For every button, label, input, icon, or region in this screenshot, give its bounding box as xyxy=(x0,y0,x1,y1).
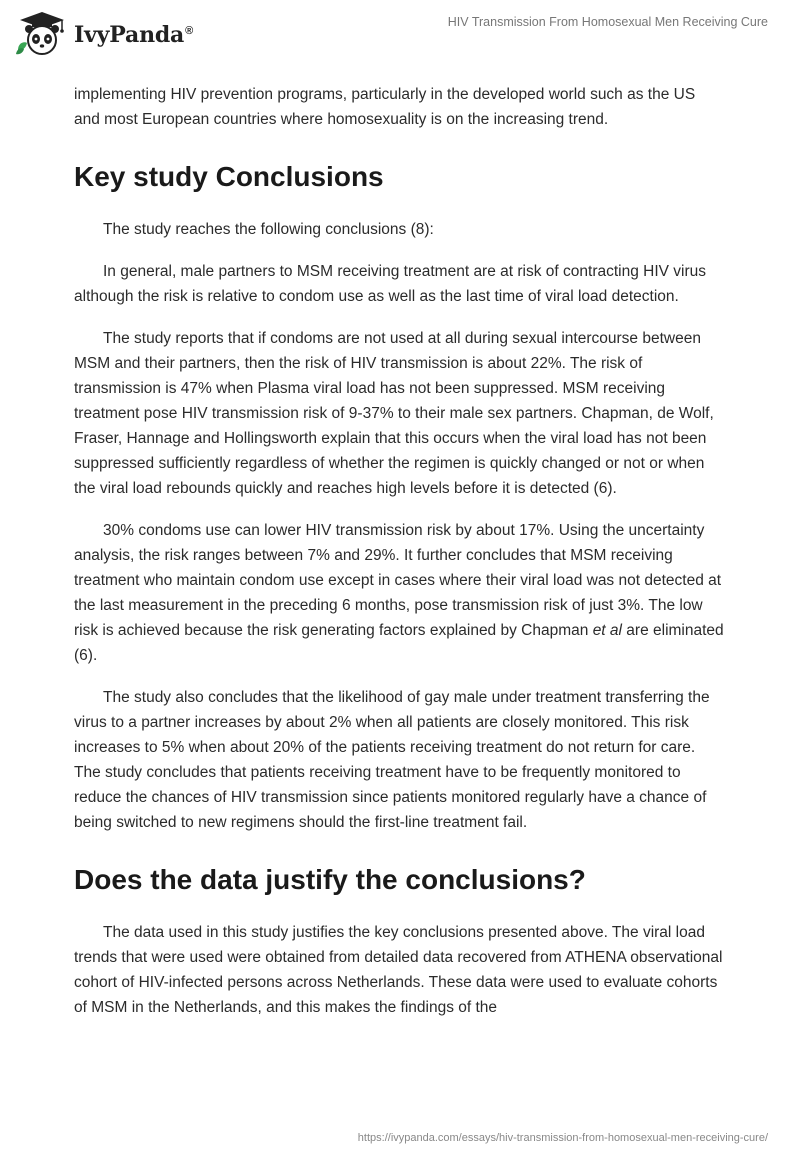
paragraph: The study reaches the following conclusions (8): xyxy=(103,221,434,238)
heading-key-study-conclusions: Key study Conclusions xyxy=(74,161,384,192)
paragraph: The data used in this study justifies the key conclusions presented above. The viral load trends that were used were obtained from detailed data recovered from ATHENA observational cohort of HIV-infected persons across Netherlands. These data were used to evaluate cohorts of MSM in the Netherlands, and this makes the findings of the xyxy=(74,924,723,1016)
paragraph: The study also concludes that the likelihood of gay male under treatment transferring the virus to a partner increases by about 2% when all patients are closely monitored. This risk increases to 5% when about 20% of the patients receiving treatment do not return for care. The study concludes that patients receiving treatment have to be frequently monitored to reduce the chances of HIV transmission since patients monitored regularly have a chance of being switched to new regimens should the first-line treatment fail. xyxy=(74,689,710,831)
paragraph: In general, male partners to MSM receiving treatment are at risk of contracting HIV virus although the risk is relative to condom use as well as the last time of viral load detection. xyxy=(74,263,707,305)
source-url-link[interactable]: https://ivypanda.com/essays/hiv-transmission-from-homosexual-men-receiving-cure/ xyxy=(357,1132,768,1144)
document-title: HIV Transmission From Homosexual Men Receiving Cure xyxy=(447,15,768,29)
paragraph-continued: implementing HIV prevention programs, particularly in the developed world such as the US and most European countries where homosexuality is on the increasing trend. xyxy=(74,86,696,128)
brand-logo[interactable] xyxy=(14,10,193,56)
heading-data-justify-conclusions: Does the data justify the conclusions? xyxy=(74,864,586,895)
page-header xyxy=(0,0,800,70)
paragraph: The study reports that if condoms are not used at all during sexual intercourse between MSM and their partners, then the risk of HIV transmission is about 22%. The risk of transmission is 47% when Plasma viral load has not been suppressed. MSM receiving treatment pose HIV transmission risk of 9-37% to their male sex partners. Chapman, de Wolf, Fraser, Hannage and Hollingsworth explain that this occurs when the viral load has not been suppressed sufficiently regardless of whether the regimen is quickly changed or not or when the viral load rebounds quickly and reaches high levels before it is detected (6). xyxy=(74,330,714,497)
panda-logo-icon xyxy=(14,10,70,56)
essay-content xyxy=(74,82,724,1037)
paragraph: 30% condoms use can lower HIV transmission risk by about 17%. Using the uncertainty analysis, the risk ranges between 7% and 29%. It further concludes that MSM receiving treatment who maintain condom use except in cases where their viral load was not detected at the last measurement in the preceding 6 months, pose transmission risk of just 3%. The low risk is achieved because the risk generating factors explained by Chapman et al are eliminated (6). xyxy=(74,522,724,664)
emphasis-et-al: et al xyxy=(592,622,622,639)
brand-name: IvyPanda® xyxy=(74,22,194,48)
